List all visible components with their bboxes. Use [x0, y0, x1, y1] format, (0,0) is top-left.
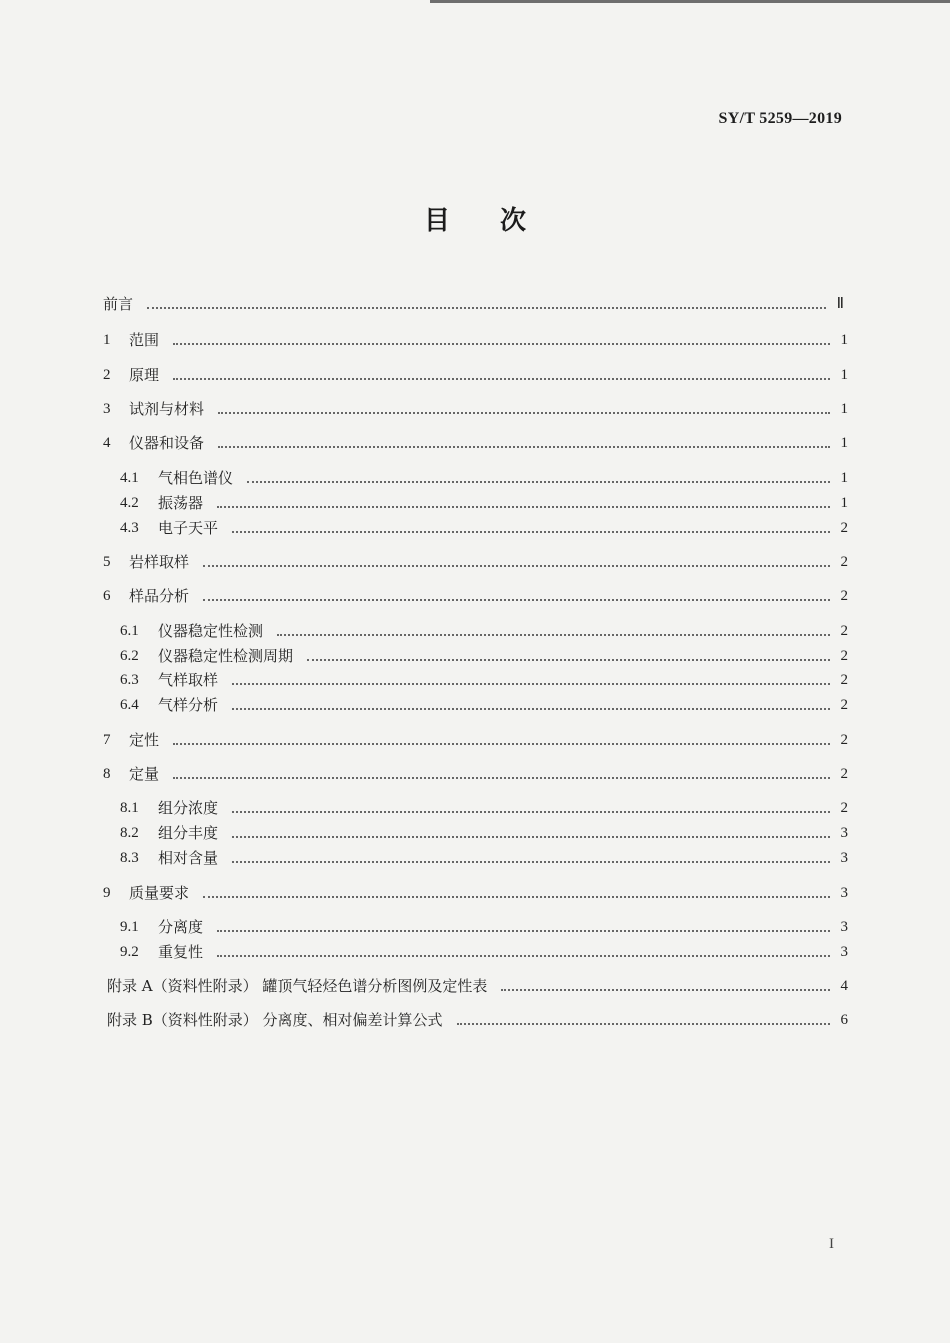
toc-label: 组分丰度 — [158, 824, 219, 842]
toc-page: 3 — [840, 944, 848, 960]
toc-number: 2 — [103, 367, 111, 383]
toc-entry-sub[interactable] — [120, 666, 848, 690]
title-char-2: 次 — [500, 206, 527, 236]
toc-entry-sub[interactable] — [120, 617, 848, 641]
toc-number: 6.2 — [120, 648, 139, 664]
toc-label: 范围 — [129, 331, 160, 349]
toc-leader — [203, 895, 830, 898]
toc-leader — [247, 480, 830, 483]
toc-number: 6.3 — [120, 672, 139, 688]
toc-page: 1 — [840, 495, 848, 511]
toc-number: 6.1 — [120, 623, 139, 639]
toc-page: 3 — [840, 885, 848, 901]
toc-leader — [232, 707, 830, 710]
toc-page: 1 — [840, 332, 848, 348]
toc-label: 气样取样 — [158, 671, 219, 689]
toc-leader — [232, 682, 830, 685]
toc-entry[interactable] — [103, 582, 848, 606]
toc-leader — [173, 742, 830, 745]
toc-number: 4.1 — [120, 470, 139, 486]
toc-entry-sub[interactable] — [120, 642, 848, 666]
toc-entry-sub[interactable] — [120, 691, 848, 715]
toc-number: 8 — [103, 766, 111, 782]
toc-entry[interactable] — [103, 361, 848, 385]
toc-label: 仪器和设备 — [129, 434, 205, 452]
standard-code: SY/T 5259—2019 — [718, 110, 842, 127]
toc-leader — [232, 530, 830, 533]
toc-entry-sub[interactable] — [120, 819, 848, 843]
toc-page: 4 — [840, 978, 848, 994]
table-of-contents — [103, 0, 848, 1343]
toc-page: 2 — [840, 732, 848, 748]
toc-page: 1 — [840, 435, 848, 451]
toc-number: 1 — [103, 332, 111, 348]
toc-page: 2 — [840, 697, 848, 713]
toc-page: 1 — [840, 401, 848, 417]
page-number: I — [829, 1236, 834, 1252]
toc-page: Ⅱ — [836, 296, 844, 312]
toc-label: 振荡器 — [158, 494, 204, 512]
toc-page: 2 — [840, 766, 848, 782]
toc-label: 定量 — [129, 765, 160, 783]
toc-number: 7 — [103, 732, 111, 748]
toc-entry-appendix-b[interactable] — [107, 1006, 848, 1030]
toc-number: 6 — [103, 588, 111, 604]
toc-leader — [203, 564, 830, 567]
toc-page: 2 — [840, 800, 848, 816]
toc-page: 6 — [840, 1012, 848, 1028]
toc-leader — [217, 505, 830, 508]
toc-page: 3 — [840, 919, 848, 935]
toc-number: 9 — [103, 885, 111, 901]
toc-label: 附录 A（资料性附录） 罐顶气轻烃色谱分析图例及定性表 — [107, 977, 488, 995]
toc-leader — [173, 342, 830, 345]
toc-entry-sub[interactable] — [120, 913, 848, 937]
toc-label: 仪器稳定性检测周期 — [158, 647, 294, 665]
toc-entry[interactable] — [103, 429, 848, 453]
toc-entry[interactable] — [103, 395, 848, 419]
toc-leader — [457, 1022, 830, 1025]
toc-number: 8.3 — [120, 850, 139, 866]
toc-number: 4 — [103, 435, 111, 451]
toc-entry-sub[interactable] — [120, 514, 848, 538]
toc-leader — [307, 658, 830, 661]
toc-number: 9.1 — [120, 919, 139, 935]
toc-number: 8.2 — [120, 825, 139, 841]
toc-label: 气相色谱仪 — [158, 469, 234, 487]
title-char-1: 目 — [423, 206, 450, 236]
toc-entry-sub[interactable] — [120, 464, 848, 488]
toc-leader — [173, 377, 830, 380]
toc-number: 9.2 — [120, 944, 139, 960]
toc-leader — [232, 860, 830, 863]
toc-label: 附录 B（资料性附录） 分离度、相对偏差计算公式 — [107, 1011, 443, 1029]
toc-entry-sub[interactable] — [120, 489, 848, 513]
toc-label: 组分浓度 — [158, 799, 219, 817]
toc-label: 定性 — [129, 731, 160, 749]
toc-leader — [218, 411, 830, 414]
toc-label: 样品分析 — [129, 587, 190, 605]
toc-entry-foreword[interactable] — [103, 290, 844, 314]
toc-leader — [218, 445, 830, 448]
toc-label: 分离度 — [158, 918, 204, 936]
toc-number: 3 — [103, 401, 111, 417]
toc-label: 气样分析 — [158, 696, 219, 714]
toc-entry-sub[interactable] — [120, 794, 848, 818]
toc-label: 岩样取样 — [129, 553, 190, 571]
toc-label: 仪器稳定性检测 — [158, 622, 264, 640]
toc-label: 原理 — [129, 366, 160, 384]
toc-page: 2 — [840, 554, 848, 570]
toc-entry[interactable] — [103, 879, 848, 903]
toc-label: 电子天平 — [158, 519, 219, 537]
toc-entry[interactable] — [103, 760, 848, 784]
toc-page: 3 — [840, 825, 848, 841]
toc-page: 2 — [840, 520, 848, 536]
toc-label: 重复性 — [158, 943, 204, 961]
toc-page: 2 — [840, 672, 848, 688]
toc-leader — [203, 598, 830, 601]
toc-page: 2 — [840, 648, 848, 664]
toc-entry[interactable] — [103, 548, 848, 572]
toc-number: 4.2 — [120, 495, 139, 511]
toc-entry[interactable] — [103, 326, 848, 350]
toc-label: 前言 — [103, 295, 134, 313]
toc-label: 试剂与材料 — [129, 400, 205, 418]
toc-leader — [173, 776, 830, 779]
toc-leader — [217, 954, 830, 957]
toc-number: 4.3 — [120, 520, 139, 536]
toc-page: 1 — [840, 470, 848, 486]
toc-leader — [232, 810, 830, 813]
toc-leader — [501, 988, 830, 991]
toc-page: 3 — [840, 850, 848, 866]
toc-leader — [277, 633, 830, 636]
toc-number: 5 — [103, 554, 111, 570]
toc-label: 相对含量 — [158, 849, 219, 867]
toc-leader — [147, 306, 826, 309]
toc-number: 6.4 — [120, 697, 139, 713]
toc-label: 质量要求 — [129, 884, 190, 902]
toc-leader — [217, 929, 830, 932]
toc-entry[interactable] — [103, 726, 848, 750]
toc-leader — [232, 835, 830, 838]
toc-number: 8.1 — [120, 800, 139, 816]
toc-page: 2 — [840, 588, 848, 604]
toc-page: 1 — [840, 367, 848, 383]
toc-entry-sub[interactable] — [120, 938, 848, 962]
toc-entry-appendix-a[interactable] — [107, 972, 848, 996]
toc-entry-sub[interactable] — [120, 844, 848, 868]
toc-page: 2 — [840, 623, 848, 639]
